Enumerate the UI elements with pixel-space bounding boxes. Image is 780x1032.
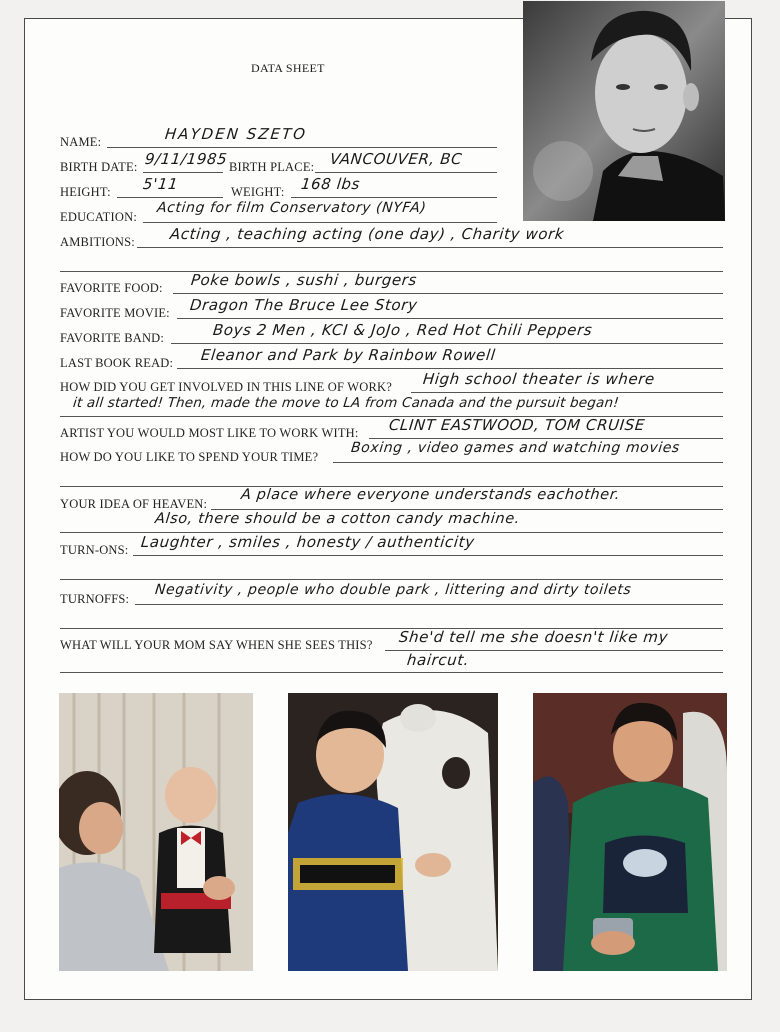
- weight-line: [291, 197, 497, 198]
- favorite-movie-label: FAVORITE MOVIE:: [60, 306, 170, 320]
- ambitions-answer: Acting , teaching acting (one day) , Charity work: [169, 225, 566, 243]
- data-sheet: [24, 18, 752, 1000]
- last-book-answer: Eleanor and Park by Rainbow Rowell: [200, 346, 497, 364]
- weight-answer: 168 lbs: [300, 175, 362, 193]
- name-line: [107, 147, 497, 148]
- favorite-food-answer: Poke bowls , sushi , burgers: [190, 271, 418, 289]
- artist-label: ARTIST YOU WOULD MOST LIKE TO WORK WITH:: [60, 426, 359, 440]
- involved-label: HOW DID YOU GET INVOLVED IN THIS LINE OF WORK?: [60, 380, 392, 394]
- childhood-photo-bear: [288, 693, 498, 971]
- turnoffs-answer: Negativity , people who double park , littering and dirty toilets: [154, 582, 633, 598]
- mom-line-2: [60, 672, 723, 673]
- favorite-movie-answer: Dragon The Bruce Lee Story: [189, 296, 419, 314]
- heaven-line-1: [211, 509, 723, 510]
- turn-ons-label: TURN-ONS:: [60, 543, 129, 557]
- favorite-movie-line: [177, 318, 723, 319]
- heaven-answer-1: A place where everyone understands eachother.: [240, 487, 622, 503]
- mom-answer-2: haircut.: [406, 651, 471, 669]
- childhood-photo-teen: [533, 693, 727, 971]
- education-answer: Acting for film Conservatory (NYFA): [156, 200, 428, 216]
- birth-place-answer: VANCOUVER, BC: [329, 150, 464, 168]
- involved-line-1: [411, 392, 723, 393]
- height-answer: 5'11: [142, 175, 180, 193]
- spend-time-answer: Boxing , video games and watching movies: [350, 440, 681, 456]
- favorite-food-line: [173, 293, 723, 294]
- ambitions-label: AMBITIONS:: [60, 235, 135, 249]
- turn-ons-line: [133, 555, 723, 556]
- turnoffs-line: [135, 604, 723, 605]
- birth-place-line: [315, 172, 497, 173]
- favorite-food-label: FAVORITE FOOD:: [60, 281, 163, 295]
- favorite-band-line: [171, 343, 723, 344]
- heaven-label: YOUR IDEA OF HEAVEN:: [60, 497, 208, 511]
- favorite-band-label: FAVORITE BAND:: [60, 331, 165, 345]
- ambitions-line: [137, 247, 723, 248]
- turn-ons-extra-line: [60, 579, 723, 580]
- heaven-answer-2: Also, there should be a cotton candy machine.: [154, 511, 521, 527]
- education-line: [143, 222, 497, 223]
- name-answer: HAYDEN SZETO: [164, 125, 308, 143]
- involved-answer-1: High school theater is where: [422, 370, 656, 388]
- headshot-photo: [523, 1, 725, 221]
- last-book-line: [177, 368, 723, 369]
- birth-date-label: BIRTH DATE:: [60, 160, 138, 174]
- artist-answer: CLINT EASTWOOD, TOM CRUISE: [388, 416, 646, 434]
- weight-label: WEIGHT:: [231, 185, 285, 199]
- height-line: [117, 197, 223, 198]
- last-book-label: LAST BOOK READ:: [60, 356, 174, 370]
- birth-date-line: [143, 172, 223, 173]
- turn-ons-answer: Laughter , smiles , honesty / authenticity: [140, 533, 476, 551]
- favorite-band-answer: Boys 2 Men , KCI & JoJo , Red Hot Chili Peppers: [212, 321, 594, 339]
- turnoffs-label: TURNOFFS:: [60, 592, 130, 606]
- education-label: EDUCATION:: [60, 210, 137, 224]
- sheet-title: DATA SHEET: [251, 61, 325, 75]
- artist-line: [369, 438, 723, 439]
- spend-time-label: HOW DO YOU LIKE TO SPEND YOUR TIME?: [60, 450, 319, 464]
- mom-answer-1: She'd tell me she doesn't like my: [398, 628, 670, 646]
- spend-time-line: [333, 462, 723, 463]
- name-label: NAME:: [60, 135, 102, 149]
- height-label: HEIGHT:: [60, 185, 111, 199]
- childhood-photo-baby: [59, 693, 253, 971]
- birth-date-answer: 9/11/1985: [144, 150, 229, 168]
- mom-label: WHAT WILL YOUR MOM SAY WHEN SHE SEES THIS?: [60, 638, 373, 652]
- birth-place-label: BIRTH PLACE:: [229, 160, 315, 174]
- involved-answer-2: it all started! Then, made the move to LA from Canada and the pursuit began!: [72, 395, 620, 411]
